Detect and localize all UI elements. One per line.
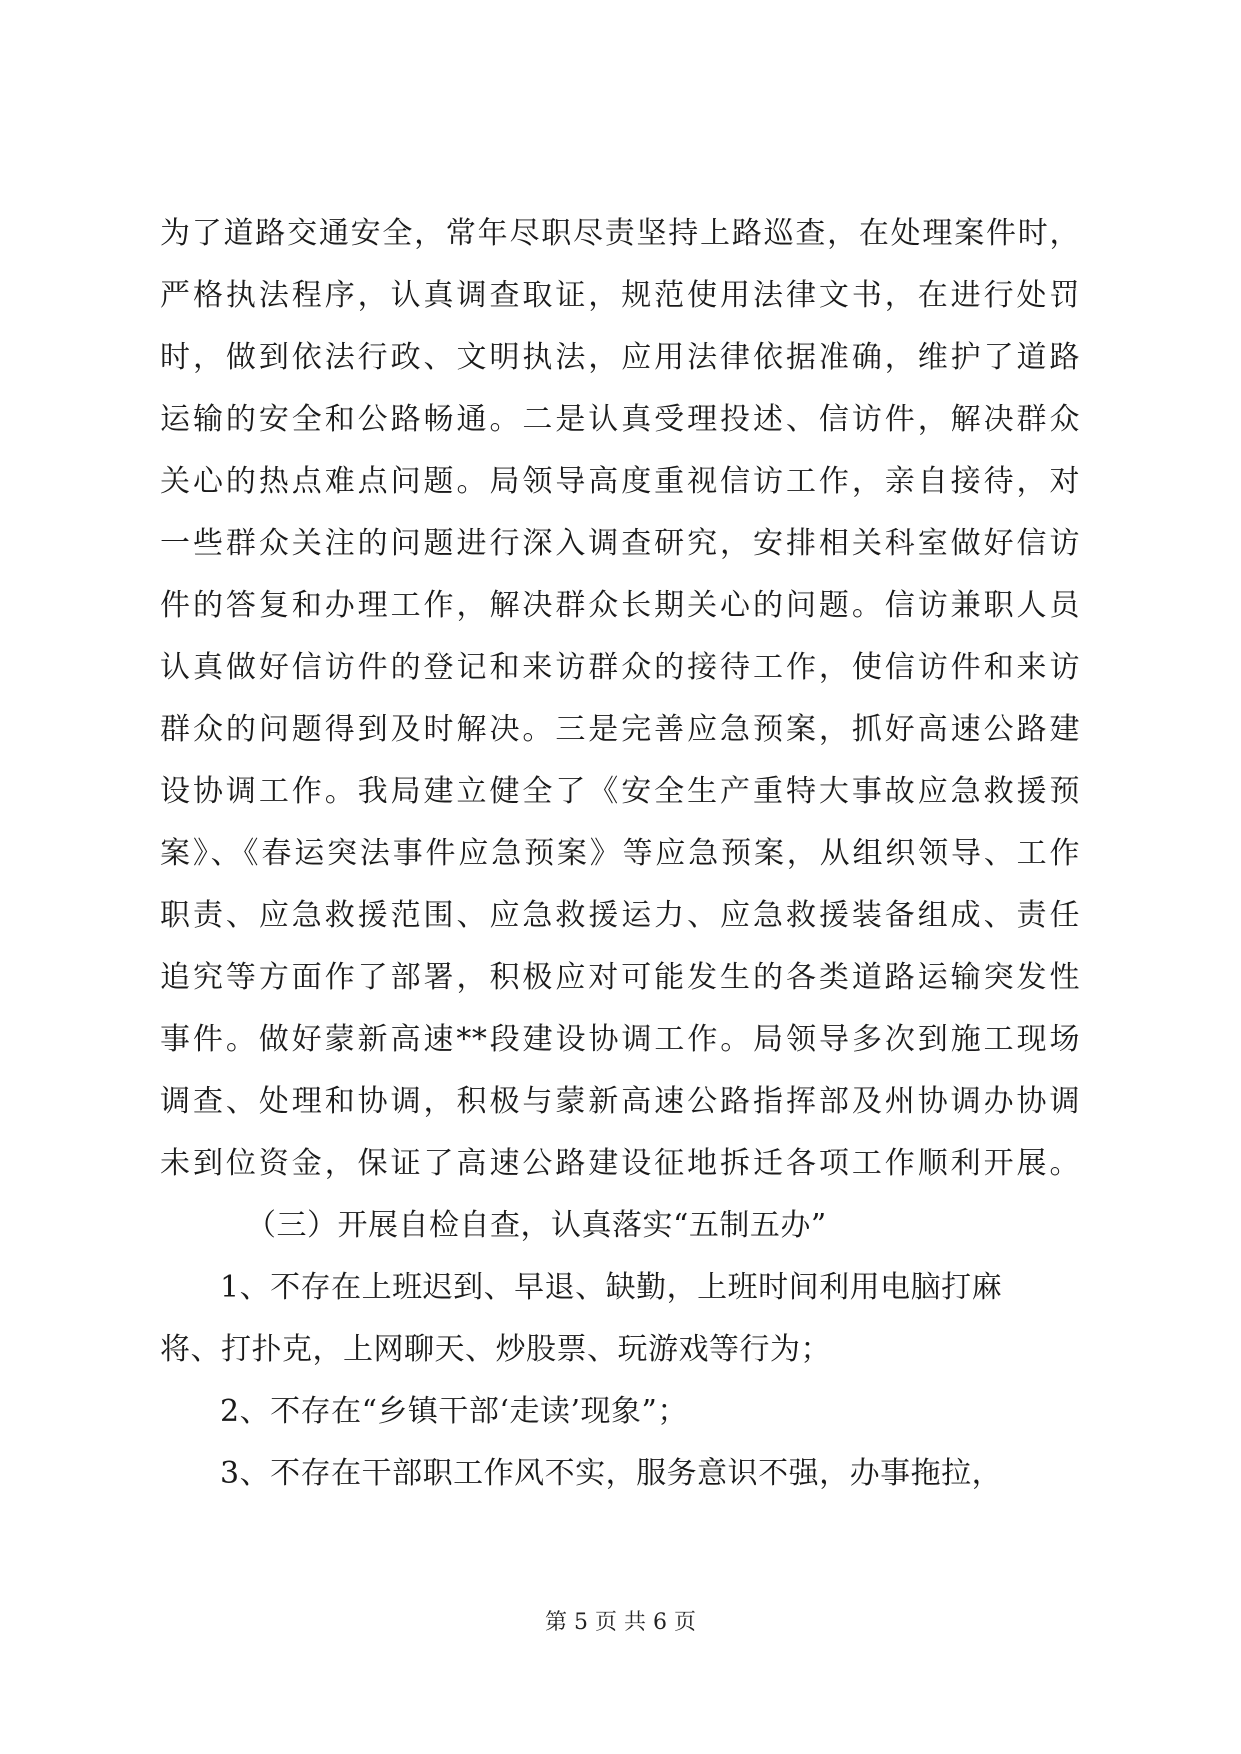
page-number-footer: 第 5 页 共 6 页 — [545, 1610, 696, 1635]
list-item-1-line-2: 将、打扑克，上网聊天、炒股票、玩游戏等行为； — [160, 1332, 831, 1367]
document-body — [160, 203, 1080, 1505]
paragraph-line: 事件。做好蒙新高速**段建设协调工作。局领导多次到施工现场 — [160, 1022, 1080, 1057]
paragraph-line: 案》、《春运突法事件应急预案》等应急预案，从组织领导、工作 — [160, 836, 1080, 871]
paragraph-line: 一些群众关注的问题进行深入调查研究，安排相关科室做好信访 — [160, 526, 1080, 561]
paragraph-line: 关心的热点难点问题。局领导高度重视信访工作，亲自接待，对 — [160, 464, 1080, 499]
paragraph-line: 认真做好信访件的登记和来访群众的接待工作，使信访件和来访 — [160, 650, 1080, 685]
section-heading: （三）开展自检自查，认真落实“五制五办” — [246, 1208, 827, 1243]
paragraph-line: 运输的安全和公路畅通。二是认真受理投述、信访件，解决群众 — [160, 402, 1080, 437]
list-item-2: 2、不存在“乡镇干部‘走读’现象”； — [220, 1394, 688, 1429]
paragraph-line: 时，做到依法行政、文明执法，应用法律依据准确，维护了道路 — [160, 340, 1080, 375]
paragraph-line: 职责、应急救援范围、应急救援运力、应急救援装备组成、责任 — [160, 898, 1080, 933]
paragraph-line: 追究等方面作了部署，积极应对可能发生的各类道路运输突发性 — [160, 960, 1080, 995]
paragraph-line: 群众的问题得到及时解决。三是完善应急预案，抓好高速公路建 — [160, 712, 1080, 747]
list-item-1-line-1: 1、不存在上班迟到、早退、缺勤，上班时间利用电脑打麻 — [220, 1270, 1003, 1305]
paragraph-line: 严格执法程序，认真调查取证，规范使用法律文书，在进行处罚 — [160, 278, 1080, 313]
paragraph-line: 设协调工作。我局建立健全了《安全生产重特大事故应急救援预 — [160, 774, 1080, 809]
list-item-3: 3、不存在干部职工作风不实，服务意识不强，办事拖拉， — [220, 1456, 1003, 1491]
paragraph-line: 为了道路交通安全，常年尽职尽责坚持上路巡查，在处理案件时， — [160, 216, 1080, 251]
paragraph-line: 件的答复和办理工作，解决群众长期关心的问题。信访兼职人员 — [160, 588, 1080, 623]
paragraph-line: 调查、处理和协调，积极与蒙新高速公路指挥部及州协调办协调 — [160, 1084, 1080, 1119]
paragraph-line: 未到位资金，保证了高速公路建设征地拆迁各项工作顺利开展。 — [160, 1146, 1080, 1181]
